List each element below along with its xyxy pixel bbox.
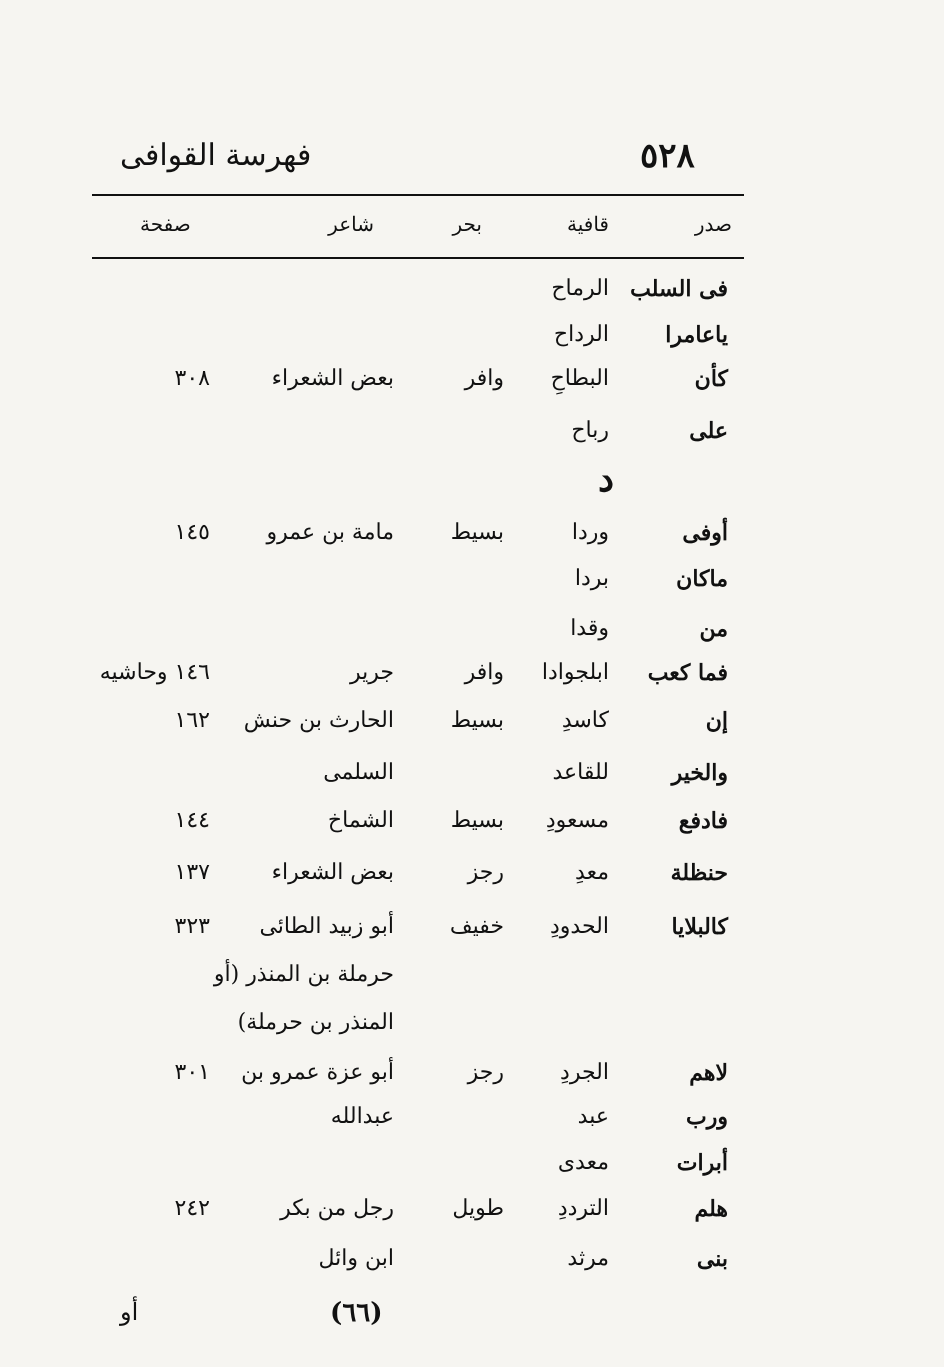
table-row bbox=[0, 1010, 944, 1054]
cell-bahr: طويل bbox=[452, 1196, 504, 1221]
cell-sadr: لاهم bbox=[689, 1060, 728, 1086]
table-row bbox=[0, 1196, 944, 1240]
page-number: ٥٢٨ bbox=[640, 136, 695, 176]
table-row bbox=[0, 322, 944, 366]
running-title: فهرسة القوافى bbox=[120, 138, 312, 173]
table-row bbox=[0, 566, 944, 610]
cell-shaer: بعض الشعراء bbox=[271, 860, 394, 885]
table-row bbox=[0, 860, 944, 904]
cell-page: ١٣٧ bbox=[174, 860, 210, 885]
cell-bahr: بسيط bbox=[450, 808, 504, 833]
cell-shaer: أبو عزة عمرو بن bbox=[241, 1060, 394, 1085]
cell-qafiya: مسعودِ bbox=[545, 808, 609, 833]
cell-sadr: أبرات bbox=[676, 1150, 728, 1176]
cell-bahr: بسيط bbox=[450, 520, 504, 545]
cell-sadr: والخير bbox=[671, 760, 728, 786]
cell-qafiya: كاسدِ bbox=[561, 708, 609, 733]
cell-sadr: إن bbox=[705, 708, 728, 734]
cell-page: ١٦٢ bbox=[174, 708, 210, 733]
cell-sadr: كأن bbox=[694, 366, 728, 392]
cell-qafiya: بردا bbox=[574, 566, 609, 591]
cell-page: ٣٠١ bbox=[174, 1060, 210, 1085]
cell-qafiya: وقدا bbox=[570, 616, 609, 641]
column-header-page: صفحة bbox=[140, 212, 191, 236]
top-rule bbox=[92, 194, 744, 196]
table-row bbox=[0, 808, 944, 852]
cell-shaer: الشماخ bbox=[327, 808, 394, 833]
table-row bbox=[0, 418, 944, 462]
section-letter: د bbox=[598, 458, 615, 500]
cell-qafiya: معدى bbox=[557, 1150, 609, 1175]
table-row bbox=[0, 276, 944, 320]
cell-qafiya: مرثد bbox=[567, 1246, 609, 1271]
cell-shaer: المنذر بن حرملة) bbox=[237, 1010, 394, 1035]
column-header-shaer: شاعر bbox=[328, 212, 374, 236]
cell-sadr: من bbox=[699, 616, 728, 642]
cell-sadr: فما كعب bbox=[647, 660, 728, 686]
cell-qafiya: معدِ bbox=[575, 860, 609, 885]
cell-shaer: ابن وائل bbox=[318, 1246, 394, 1271]
cell-shaer: الحارث بن حنش bbox=[243, 708, 394, 733]
cell-page: ٣٠٨ bbox=[174, 366, 210, 391]
table-row bbox=[0, 914, 944, 958]
cell-sadr: ياعامرا bbox=[665, 322, 728, 348]
table-row bbox=[0, 962, 944, 1006]
table-row bbox=[0, 1246, 944, 1290]
cell-sadr: فى السلب bbox=[630, 276, 728, 302]
cell-sadr: حنظلة bbox=[670, 860, 728, 886]
cell-qafiya: الجردِ bbox=[560, 1060, 609, 1085]
cell-shaer: أبو زبيد الطائى bbox=[259, 914, 394, 939]
cell-sadr: هلم bbox=[694, 1196, 728, 1222]
cell-shaer: حرملة بن المنذر (أو bbox=[213, 962, 394, 987]
cell-sadr: بنى bbox=[696, 1246, 728, 1272]
cell-sadr: فادفع bbox=[678, 808, 728, 834]
cell-shaer: رجل من بكر bbox=[280, 1196, 394, 1221]
cell-shaer: مامة بن عمرو bbox=[266, 520, 394, 545]
header-rule bbox=[92, 257, 744, 259]
cell-page: ٢٤٢ bbox=[174, 1196, 210, 1221]
cell-sadr: على bbox=[689, 418, 728, 444]
table-row bbox=[0, 366, 944, 410]
sheet-number: (٦٦) bbox=[330, 1298, 383, 1328]
cell-qafiya: الحدودِ bbox=[550, 914, 609, 939]
cell-qafiya: الرداح bbox=[553, 322, 609, 347]
catchword: أو bbox=[120, 1298, 139, 1326]
cell-qafiya: الترددِ bbox=[557, 1196, 609, 1221]
cell-shaer: بعض الشعراء bbox=[271, 366, 394, 391]
table-row bbox=[0, 616, 944, 660]
table-row bbox=[0, 760, 944, 804]
column-header-qafiya: قافية bbox=[567, 212, 609, 236]
cell-qafiya: عبد bbox=[577, 1104, 609, 1129]
cell-page: ١٤٥ bbox=[174, 520, 210, 545]
table-row bbox=[0, 520, 944, 564]
cell-shaer: جرير bbox=[350, 660, 394, 685]
table-row bbox=[0, 1104, 944, 1148]
cell-sadr: أوفى bbox=[682, 520, 728, 546]
cell-sadr: ورب bbox=[686, 1104, 728, 1130]
cell-bahr: رجز bbox=[467, 1060, 504, 1085]
cell-page: ١٤٦ وحاشيه bbox=[99, 660, 210, 685]
table-row bbox=[0, 708, 944, 752]
cell-bahr: خفيف bbox=[449, 914, 504, 939]
cell-sadr: كالبلايا bbox=[671, 914, 728, 940]
column-header-bahr: بحر bbox=[452, 212, 482, 236]
cell-qafiya: رباح bbox=[571, 418, 609, 443]
cell-qafiya: الرماح bbox=[551, 276, 609, 301]
table-row bbox=[0, 1150, 944, 1194]
cell-shaer: عبدالله bbox=[330, 1104, 394, 1129]
cell-bahr: وافر bbox=[464, 366, 504, 391]
cell-page: ١٤٤ bbox=[174, 808, 210, 833]
cell-page: ٣٢٣ bbox=[174, 914, 210, 939]
table-row bbox=[0, 660, 944, 704]
cell-bahr: رجز bbox=[467, 860, 504, 885]
cell-shaer: السلمى bbox=[323, 760, 394, 785]
cell-sadr: ماكان bbox=[676, 566, 728, 592]
cell-bahr: وافر bbox=[464, 660, 504, 685]
cell-qafiya: ابلجوادا bbox=[541, 660, 609, 685]
cell-qafiya: للقاعد bbox=[552, 760, 609, 785]
cell-qafiya: البطاحِ bbox=[550, 366, 609, 391]
table-row bbox=[0, 1060, 944, 1104]
cell-qafiya: وردا bbox=[571, 520, 609, 545]
column-header-sadr: صدر bbox=[694, 212, 732, 236]
cell-bahr: بسيط bbox=[450, 708, 504, 733]
